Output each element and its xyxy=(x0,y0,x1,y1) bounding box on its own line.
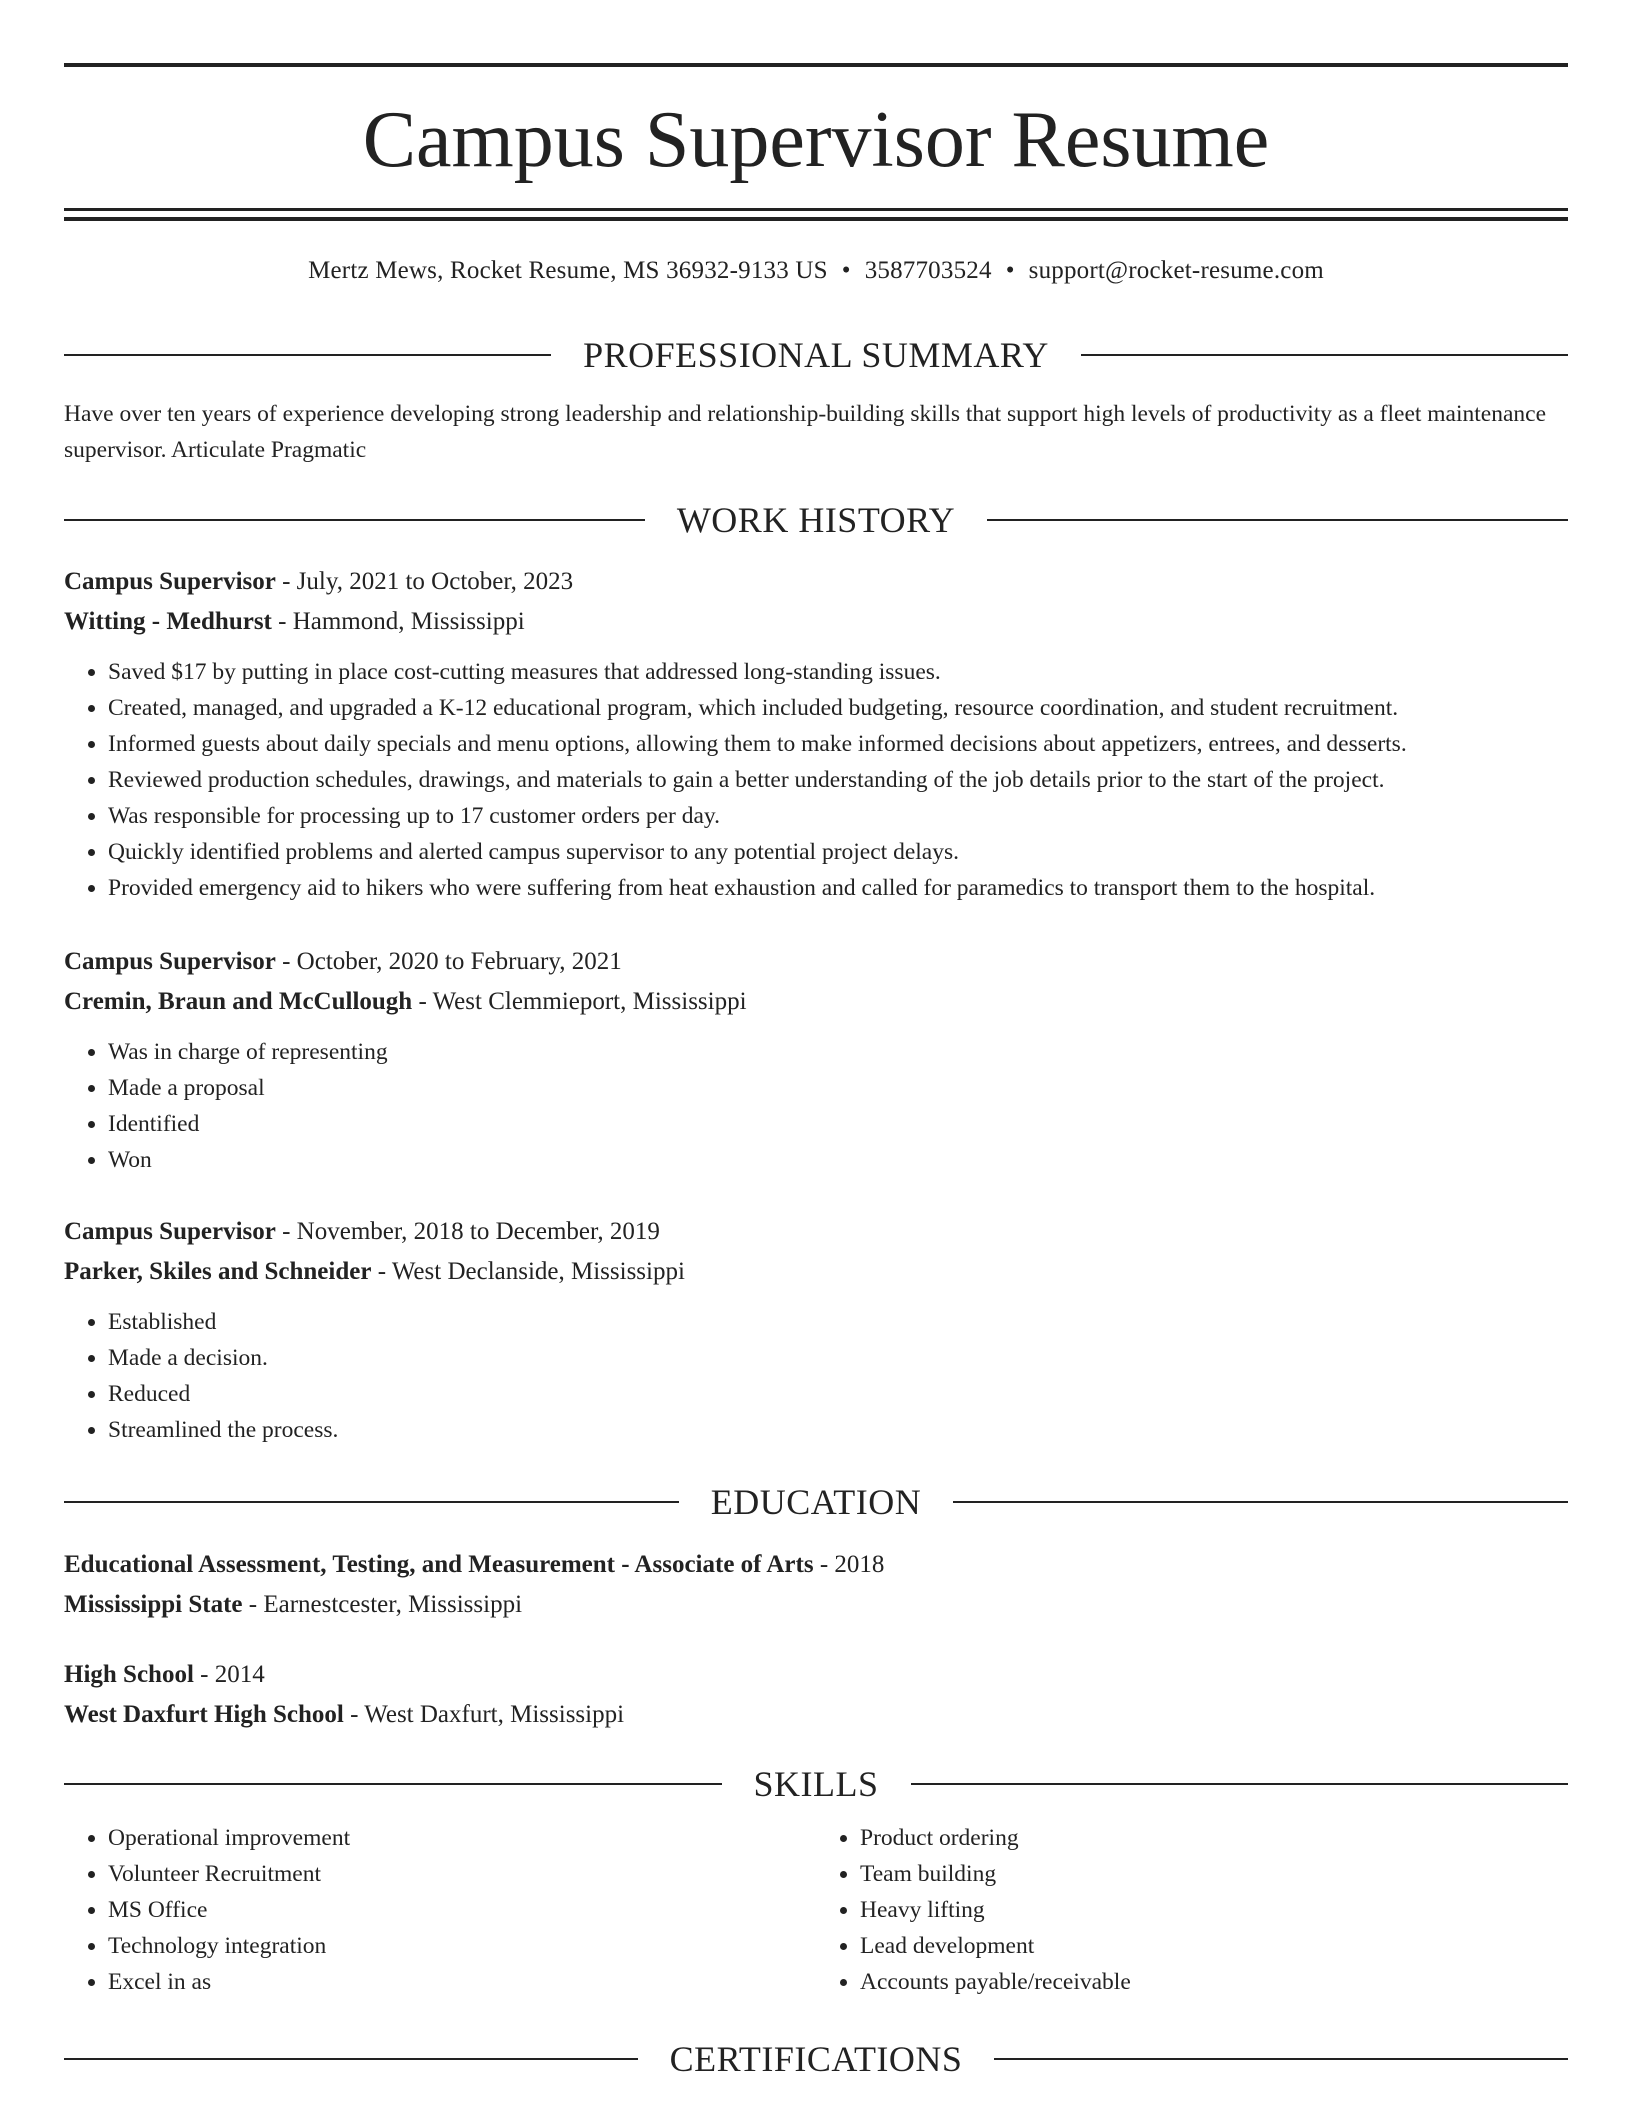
summary-text: Have over ten years of experience developing strong leadership and relationship-building skills that support high levels of productivity as a fleet maintenance supervisor. Articulate Pragmatic xyxy=(64,401,1547,463)
section-title: CERTIFICATIONS xyxy=(669,2039,963,2079)
list-item: • Lead development xyxy=(860,1928,1568,1964)
list-item: • Excel in as xyxy=(108,1964,816,2000)
list-item: • Streamlined the process. xyxy=(108,1412,1568,1448)
list-item: • Quickly identified problems and alerted campus supervisor to any potential project delays. xyxy=(108,834,1568,870)
job-title-line xyxy=(64,942,1568,982)
divider xyxy=(64,2058,638,2060)
divider xyxy=(64,1501,679,1503)
skills-column-right xyxy=(816,1820,1568,2000)
school-name: Mississippi State xyxy=(64,1591,243,1618)
school-line xyxy=(64,1695,1568,1735)
list-item: • Was in charge of representing xyxy=(108,1034,1568,1070)
job-bullets xyxy=(64,654,1568,906)
list-item: • Was responsible for processing up to 17 customer orders per day. xyxy=(108,798,1568,834)
degree-name: Educational Assessment, Testing, and Measurement - Associate of Arts xyxy=(64,1551,814,1578)
job-title: Campus Supervisor xyxy=(64,948,276,975)
divider xyxy=(953,1501,1568,1503)
job-company: Witting - Medhurst xyxy=(64,608,272,635)
divider xyxy=(64,1783,722,1785)
job-title: Campus Supervisor xyxy=(64,568,276,595)
section-header-certifications xyxy=(64,2037,1568,2081)
top-rule xyxy=(64,63,1568,67)
job-company-line xyxy=(64,1252,1568,1292)
school-location: - Earnestcester, Mississippi xyxy=(242,1591,523,1618)
degree-line xyxy=(64,1655,1568,1695)
list-item: • Informed guests about daily specials and menu options, allowing them to make informed decisions about appetizers, entrees, and desserts. xyxy=(108,726,1568,762)
job-title-line xyxy=(64,1212,1568,1252)
divider xyxy=(911,1783,1569,1785)
job-location: - West Declanside, Mississippi xyxy=(371,1258,685,1285)
job-entry xyxy=(64,942,1568,1178)
skills-list xyxy=(64,1820,1568,2000)
list-item: • Product ordering xyxy=(860,1820,1568,1856)
divider xyxy=(64,354,551,356)
contact-phone: 3587703524 xyxy=(864,257,992,284)
resume-title: Campus Supervisor Resume xyxy=(362,96,1270,184)
job-company-line xyxy=(64,982,1568,1022)
contact-email: support@rocket-resume.com xyxy=(1028,257,1324,284)
divider xyxy=(1081,354,1568,356)
list-item: • Established xyxy=(108,1304,1568,1340)
section-title: SKILLS xyxy=(753,1764,879,1804)
divider xyxy=(994,2058,1568,2060)
job-bullets xyxy=(64,1304,1568,1448)
contact-line xyxy=(64,256,1568,286)
list-item: • Volunteer Recruitment xyxy=(108,1856,816,1892)
divider xyxy=(64,519,645,521)
job-dates: - July, 2021 to October, 2023 xyxy=(275,568,574,595)
job-company-line xyxy=(64,602,1568,642)
education-entry xyxy=(64,1655,1568,1735)
job-entry xyxy=(64,562,1568,906)
section-header-skills xyxy=(64,1762,1568,1806)
list-item: • Technology integration xyxy=(108,1928,816,1964)
contact-separator: • xyxy=(1005,257,1015,284)
section-header-education xyxy=(64,1480,1568,1524)
contact-address: Mertz Mews, Rocket Resume, MS 36932-9133 US xyxy=(308,257,828,284)
degree-line xyxy=(64,1545,1568,1585)
list-item: • Team building xyxy=(860,1856,1568,1892)
section-header-summary xyxy=(64,333,1568,377)
list-item: • Made a decision. xyxy=(108,1340,1568,1376)
job-company: Cremin, Braun and McCullough xyxy=(64,988,413,1015)
job-title-line xyxy=(64,562,1568,602)
job-location: - Hammond, Mississippi xyxy=(271,608,525,635)
list-item: • Saved $17 by putting in place cost-cutting measures that addressed long-standing issues. xyxy=(108,654,1568,690)
degree-name: High School xyxy=(64,1661,194,1688)
education-entry xyxy=(64,1545,1568,1625)
degree-year: - 2014 xyxy=(193,1661,265,1688)
section-title: EDUCATION xyxy=(710,1482,922,1522)
school-line xyxy=(64,1585,1568,1625)
skills-column-left xyxy=(64,1820,816,2000)
section-header-work-history xyxy=(64,498,1568,542)
section-title: PROFESSIONAL SUMMARY xyxy=(583,335,1049,375)
school-location: - West Daxfurt, Mississippi xyxy=(343,1701,625,1728)
title-double-rule xyxy=(64,208,1568,221)
list-item: • Reduced xyxy=(108,1376,1568,1412)
job-dates: - October, 2020 to February, 2021 xyxy=(275,948,622,975)
list-item: • Provided emergency aid to hikers who were suffering from heat exhaustion and called for paramedics to transport them to the hospital. xyxy=(108,870,1568,906)
job-company: Parker, Skiles and Schneider xyxy=(64,1258,372,1285)
list-item: • Identified xyxy=(108,1106,1568,1142)
list-item: • Reviewed production schedules, drawings, and materials to gain a better understanding of the job details prior to the start of the project. xyxy=(108,762,1568,798)
contact-separator: • xyxy=(841,257,851,284)
job-dates: - November, 2018 to December, 2019 xyxy=(275,1218,660,1245)
section-title: WORK HISTORY xyxy=(676,500,956,540)
job-entry xyxy=(64,1212,1568,1448)
divider xyxy=(987,519,1568,521)
job-title: Campus Supervisor xyxy=(64,1218,276,1245)
job-bullets xyxy=(64,1034,1568,1178)
list-item: • Made a proposal xyxy=(108,1070,1568,1106)
list-item: • MS Office xyxy=(108,1892,816,1928)
list-item: • Accounts payable/receivable xyxy=(860,1964,1568,2000)
list-item: • Heavy lifting xyxy=(860,1892,1568,1928)
list-item: • Created, managed, and upgraded a K-12 educational program, which included budgeting, resource coordination, and student recruitment. xyxy=(108,690,1568,726)
degree-year: - 2018 xyxy=(813,1551,885,1578)
school-name: West Daxfurt High School xyxy=(64,1701,344,1728)
job-location: - West Clemmieport, Mississippi xyxy=(412,988,747,1015)
list-item: • Won xyxy=(108,1142,1568,1178)
list-item: • Operational improvement xyxy=(108,1820,816,1856)
